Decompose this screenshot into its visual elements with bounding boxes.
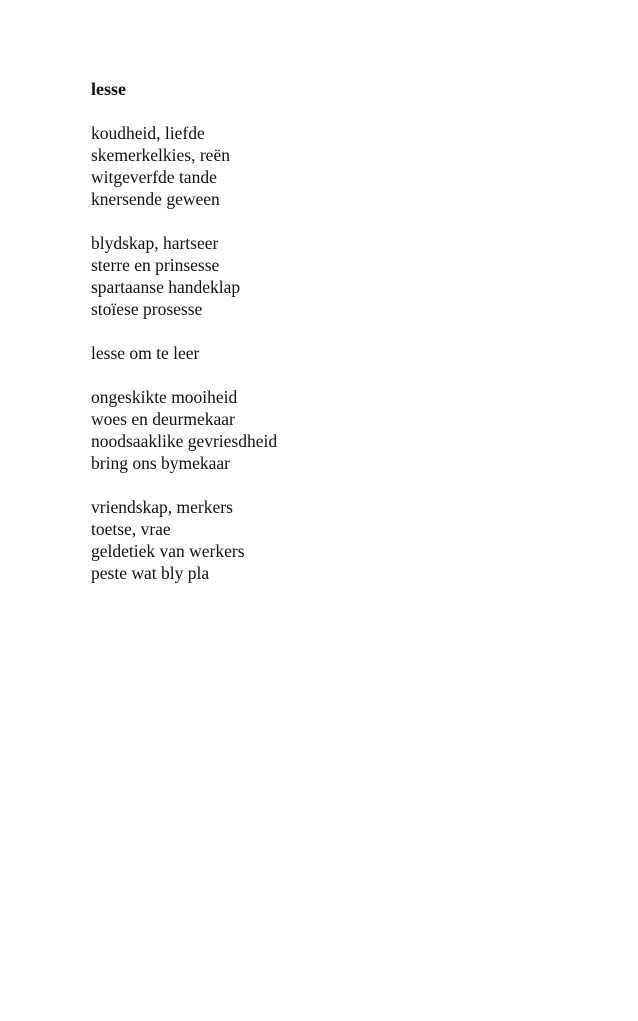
poem-line: knersende geween bbox=[91, 189, 220, 209]
poem-line: geldetiek van werkers bbox=[91, 541, 245, 561]
poem-line: sterre en prinsesse bbox=[91, 255, 220, 275]
poem-line: woes en deurmekaar bbox=[91, 409, 235, 429]
poem-line: peste wat bly pla bbox=[91, 563, 210, 583]
stanza-5 bbox=[91, 496, 551, 584]
poem-title: lesse bbox=[91, 79, 126, 99]
stanza-2 bbox=[91, 232, 551, 320]
stanza-1 bbox=[91, 122, 551, 210]
poem-line: koudheid, liefde bbox=[91, 123, 205, 143]
poem-line: stoïese prosesse bbox=[91, 299, 203, 319]
poem-line: noodsaaklike gevriesdheid bbox=[91, 431, 278, 451]
poem bbox=[91, 78, 551, 606]
poem-line: witgeverfde tande bbox=[91, 167, 217, 187]
poem-line: spartaanse handeklap bbox=[91, 277, 241, 297]
poem-line: bring ons bymekaar bbox=[91, 453, 230, 473]
poem-line: ongeskikte mooiheid bbox=[91, 387, 238, 407]
poem-line: vriendskap, merkers bbox=[91, 497, 233, 517]
poem-line: skemerkelkies, reën bbox=[91, 145, 230, 165]
poem-line: lesse om te leer bbox=[91, 343, 200, 363]
stanza-3 bbox=[91, 342, 551, 364]
poem-line: toetse, vrae bbox=[91, 519, 171, 539]
poem-line: blydskap, hartseer bbox=[91, 233, 219, 253]
stanza-4 bbox=[91, 386, 551, 474]
